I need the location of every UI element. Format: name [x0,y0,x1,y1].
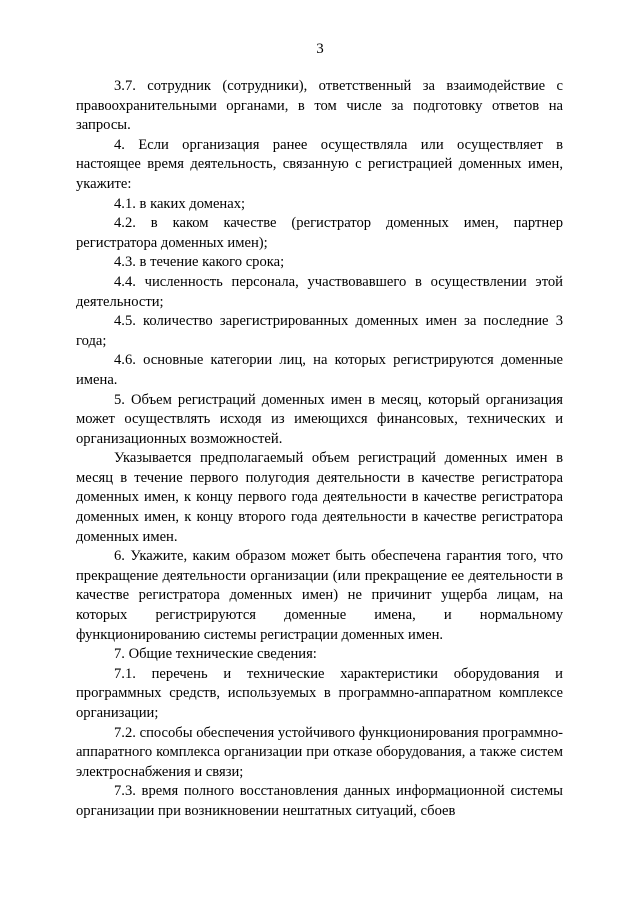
paragraph-4-3: 4.3. в течение какого срока; [114,254,285,271]
paragraph-5: 5. Объем регистраций доменных имен в месяц, который организация может осуществлять исходя из имеющихся финансовых, технических и организационных возможностей. [76,391,563,447]
paragraph-3-7: 3.7. сотрудник (сотрудники), ответственный за взаимодействие с правоохранительными органами, в том числе за подготовку ответов на запросы. [76,78,563,134]
paragraph-5-note: Указывается предполагаемый объем регистраций доменных имен в месяц в течение первого полугодия деятельности в качестве регистратора доменных имен, к концу первого года деятельности в качестве регистратора доменных имен, к концу второго года деятельности в качестве регистратора доменных имен. [76,450,563,545]
paragraph-4-6: 4.6. основные категории лиц, на которых регистрируются доменные имена. [76,352,563,388]
paragraph-4-4: 4.4. численность персонала, участвовавшего в осуществлении этой деятельности; [76,273,563,310]
paragraph-7-2: 7.2. способы обеспечения устойчивого функционирования программно-аппаратного комплекса организации при отказе оборудования, а также систем электроснабжения и связи; [76,724,563,780]
paragraph-7-1: 7.1. перечень и технические характеристики оборудования и программных средств, используемых в программно-аппаратном комплексе организации; [76,665,563,721]
page-number: 3 [316,41,324,57]
paragraph-4-1: 4.1. в каких доменах; [114,195,246,212]
paragraph-6: 6. Укажите, каким образом может быть обеспечена гарантия того, что прекращение деятельности организации (или прекращение ее деятельности в качестве регистратора доменных имен) не причинит ущерба лицам, на которых регистрируются доменные имена, и нормальному функционированию системы регистрации доменных имен. [76,548,563,643]
document-body [76,77,563,822]
paragraph-7: 7. Общие технические сведения: [114,646,317,663]
paragraph-4-2: 4.2. в каком качестве (регистратор доменных имен, партнер регистратора доменных имен); [76,215,563,251]
paragraph-4: 4. Если организация ранее осуществляла или осуществляет в настоящее время деятельность, связанную с регистрацией доменных имен, укажите: [76,136,563,192]
paragraph-4-5: 4.5. количество зарегистрированных доменных имен за последние 3 года; [76,313,563,349]
paragraph-7-3: 7.3. время полного восстановления данных информационной системы организации при возникновении нештатных ситуаций, сбоев [76,783,563,819]
